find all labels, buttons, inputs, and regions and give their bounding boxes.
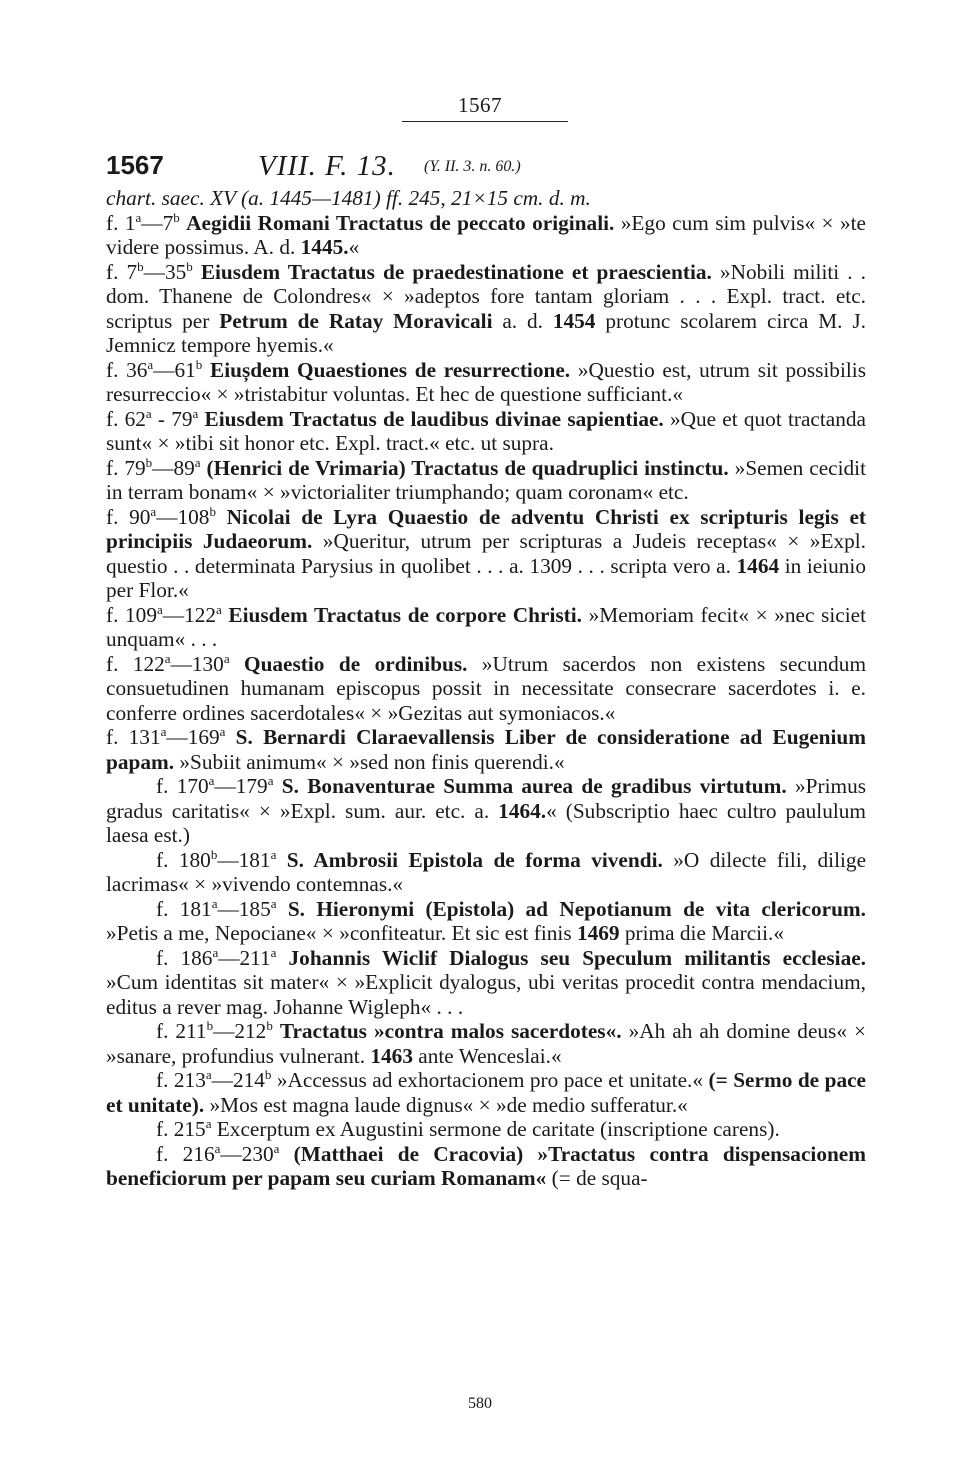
catalogue-entry [106,1068,866,1117]
entry-text: f. 62 [106,406,146,431]
catalogue-entry [106,456,866,505]
page-number: 580 [468,1395,492,1412]
catalogue-entry [106,505,866,603]
entry-text: »Mos est magna laude dignus« × »de medio sufferatur.« [204,1092,688,1117]
catalogue-entry [106,946,866,1020]
folio-side: a [164,650,171,666]
catalogue-entry [106,211,866,260]
head-rule [402,121,568,122]
entry-text: f. 180 [156,847,211,872]
entry-text: —169 [166,725,220,749]
entry-title: (Matthaei de Cracovia) »Tractatus contra dispensacionem beneficiorum per papam seu curiam Romanam« [106,1141,867,1190]
running-head: 1567 [458,93,502,117]
entry-heading [106,150,866,186]
entry-text: Excerptum ex Augustini sermone de caritate (inscriptione carens). [211,1117,780,1141]
folio-side: a [219,723,226,739]
folio-side: a [211,895,218,911]
entry-title: Tractatus »contra malos sacerdotes«. [279,1019,622,1043]
catalogue-entry [106,774,866,848]
entry-text: « [348,235,360,259]
entry-text: »Semen cecidit in terram bonam« × »victorialiter triumphando; quam coronam« etc. [106,455,866,504]
folio-side: a [223,650,230,666]
entry-text: protunc scolarem circa M. J. Jemnicz tempore hyemis.« [106,308,866,357]
folio-side: a [194,454,201,470]
entry-title: 1445. [300,235,349,259]
entry-title: Aegidii Romani Tractatus de peccato originali. [186,210,615,235]
folio-side: a [147,356,154,372]
catalogue-entry [106,848,866,897]
entry-text: »Subiit animum« × »sed non finis querendi.« [174,749,565,774]
entry-text: —211 [218,945,271,970]
folio-side: a [150,503,157,519]
entry-text [216,505,227,529]
entry-text: f. 122 [106,651,165,676]
catalogue-entry [106,1019,866,1068]
entry-text [273,774,281,798]
folio-side: a [270,944,277,960]
entry-title: (Henrici de Vrimaria) Tractatus de quadruplici instinctu. [206,455,729,480]
entry-text: f. 79 [106,455,146,480]
entry-title: 1454 [552,308,596,333]
folio-side: b [206,1017,214,1033]
folio-side: b [264,1066,272,1082]
entry-text: f. 1 [106,210,136,235]
folio-side: b [195,356,203,372]
shelfmark: VIII. F. 13. [258,150,396,182]
entry-text: ante Wenceslai.« [412,1043,562,1068]
entry-title: 1469 [576,921,620,945]
entry-title: Nicolai de Lyra Quaestio de adventu Christi ex scripturis legis et principiis Judaeorum. [106,504,867,553]
entry-text: »Nobili militi . . dom. Thanene de Colondres« × »adeptos fore tantam gloriam . . . Expl. tract. etc. scriptus per [106,259,867,333]
entry-title: Quaestio de ordinibus. [244,651,468,676]
entry-text: —185 [217,896,271,921]
folio-side: a [208,772,215,788]
entry-text [202,358,210,382]
manuscript-description: chart. saec. XV (a. 1445—1481) ff. 245, 21×15 cm. d. m. [106,186,591,210]
entry-title: 1464. [498,798,547,823]
folio-side: a [156,601,163,617]
entry-text: f. 211 [156,1019,207,1043]
entry-text: »Primus gradus caritatis« × »Expl. sum. aur. etc. a. [106,774,866,823]
entry-text: (= de squa- [546,1166,648,1190]
entry-text [277,897,288,921]
entry-text: f. 7 [106,259,138,284]
entry-text: —35 [143,259,187,284]
entry-title: Eiusdem Tractatus de corpore Christi. [228,602,583,627]
entry-text: —61 [153,357,196,382]
catalogue-entry [106,603,866,652]
entry-text [276,848,286,872]
folio-side: a [270,895,277,911]
entry-text: prima die Marcii.« [619,921,784,945]
folio-side: b [266,1017,273,1033]
entry-text: f. 90 [106,504,151,529]
folio-side: a [214,1140,221,1156]
folio-side: a [160,723,167,739]
folio-side: a [216,601,222,617]
folio-side: b [145,454,153,470]
folio-side: b [209,503,216,519]
entry-title: Eiusdem Tractatus de praedestinatione et praescientia. [200,259,712,284]
entry-text: f. 216 [156,1141,215,1166]
entry-text: f. 170 [156,774,209,798]
catalogue-entry [106,358,866,407]
folio-side: a [135,209,142,225]
entry-text: f. 181 [156,896,212,921]
entry-title: S. Ambrosii Epistola de forma vivendi. [286,847,663,872]
entry-title: Eiușdem Quaestiones de resurrectione. [210,357,571,382]
entry-number: 1567 [106,150,164,180]
folio-side: a [192,405,199,421]
entry-text: —130 [170,651,224,676]
catalogue-entry [106,407,866,456]
entry-text: —181 [217,847,271,872]
folio-side: a [270,846,277,862]
entry-text: f. 186 [156,945,213,970]
entry-text [225,725,235,749]
folio-side: a [212,944,219,960]
entry-text: »Ah ah ah domine deus« × »sanare, profundius vulnerant. [106,1019,866,1068]
entry-text: —214 [211,1068,265,1092]
folio-side: b [210,846,218,862]
entry-text: »Ego cum sim pulvis« × »te videre possimus. A. d. [106,210,866,259]
entry-text: —122 [162,602,217,627]
folio-side: a [267,772,274,788]
entry-text: in ieiunio per Flor.« [106,553,866,602]
entry-text: - 79 [151,406,193,431]
folio-side: b [186,258,193,274]
old-shelfmark: (Y. II. 3. n. 60.) [424,158,521,175]
entry-text: « (Subscriptio haec cultro paululum laesa est.) [106,798,866,847]
entry-title: (= Sermo de pace et unitate). [106,1068,867,1117]
catalogue-entry [106,897,866,946]
entry-text: f. 131 [106,725,161,749]
entry-text: —108 [156,504,210,529]
entry-text: »Accessus ad exhortacionem pro pace et unitate.« [271,1068,709,1092]
entry-title: Johannis Wiclif Dialogus seu Speculum militantis ecclesiae. [288,945,867,970]
entry-text [230,652,244,676]
entry-text: f. 36 [106,357,148,382]
entry-text: »Utrum sacerdos non existens secundum consuetudinen humanam episcopus possit in necessitate consecrare sacerdotes i. e. conferre ordines sacerdotales« × »Gezitas aut symoniacos.« [106,651,867,725]
entry-text: »Questio est, utrum sit possibilis resurreccio« × »tristabitur voluntas. Et hec de questione sufficiant.« [106,357,866,406]
entry-text: »O dilecte fili, dilige lacrimas« × »vivendo contemnas.« [106,847,867,896]
entry-text: —7 [141,210,174,235]
entry-text: »Que et quot tractanda sunt« × »tibi sit honor etc. Expl. tract.« etc. ut supra. [106,406,866,455]
folio-side: a [145,405,152,421]
folio-side: b [173,209,180,225]
entry-title: Eiusdem Tractatus de laudibus divinae sapientiae. [204,406,664,431]
folio-side: b [137,258,144,274]
folio-side: a [273,1140,280,1156]
entry-text: a. d. [492,308,553,333]
entry-text [279,1142,293,1166]
catalogue-entry [106,652,866,726]
entry-title: Petrum de Ratay Moravicali [219,308,493,333]
entry-text: —212 [213,1019,267,1043]
entry-text: »Queritur, utrum per scripturas a Judeis receptas« × »Expl. questio . . determinata Parysius in quolibet . . . a. 1309 . . . scripta vero a. [106,529,867,578]
entry-text: —89 [152,455,195,480]
entry-text: »Petis a me, Nepociane« × »confiteatur. Et sic est finis [106,921,577,945]
entry-text [193,260,201,284]
catalogue-entry [106,260,866,358]
entry-title: S. Bonaventurae Summa aurea de gradibus virtutum. [281,774,787,798]
folio-side: a [205,1066,212,1082]
entry-title: 1464 [736,553,780,578]
entry-text [276,946,288,970]
entry-title: S. Hieronymi (Epistola) ad Nepotianum de vita clericorum. [287,896,866,921]
entry-text: f. 215 [156,1117,206,1141]
entry-title: S. Bernardi Claraevallensis Liber de consideratione ad Eugenium papam. [106,725,867,774]
catalogue-entry [106,1117,866,1142]
entry-text: »Memoriam fecit« × »nec siciet unquam« . . . [106,602,866,651]
contents-list [106,211,866,1191]
entry-text: —179 [214,774,268,798]
catalogue-entry [106,725,866,774]
entry-text: f. 213 [156,1068,206,1092]
entry-text [273,1019,280,1043]
entry-title: 1463 [370,1043,413,1068]
folio-side: a [205,1115,212,1131]
entry-text: f. 109 [106,602,157,627]
entry-text: —230 [220,1141,274,1166]
catalogue-entry [106,1142,866,1191]
catalogue-body [106,186,866,1191]
entry-text: »Cum identitas sit mater« × »Explicit dyalogus, ubi veritas procedit contra mendacium, editus a rever mag. Johanne Wigleph« . . . [106,970,866,1019]
